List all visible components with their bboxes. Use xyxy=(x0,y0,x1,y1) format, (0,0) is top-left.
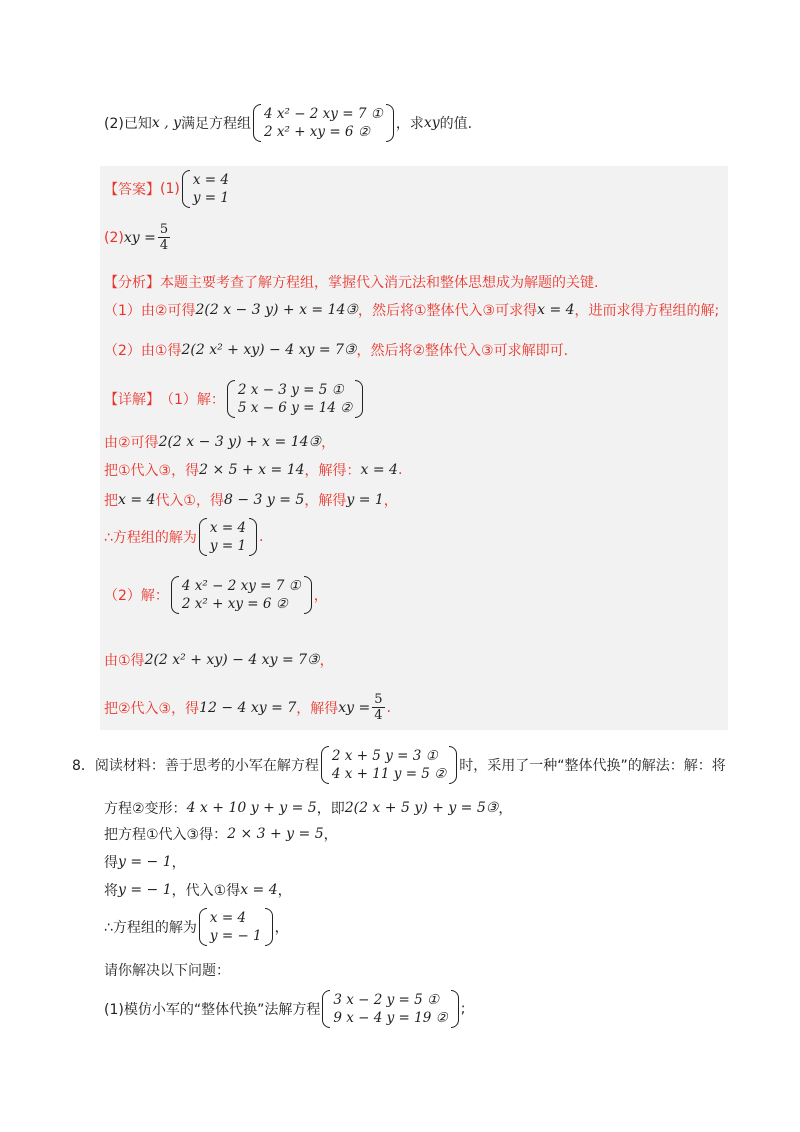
q8-m1-math: 4 x + 10 y + y = 5 xyxy=(186,800,317,816)
answer-line-2 xyxy=(104,222,172,253)
detail-line-3 xyxy=(104,490,398,510)
detail-l6-numerator: 5 xyxy=(374,692,383,707)
q8-m1-a: 方程②变形： xyxy=(104,801,187,817)
analysis-p1-math: 2(2 x − 3 y) + x = 14③ xyxy=(195,302,358,318)
answer-1-system xyxy=(182,170,240,208)
q8-m5-b: ， xyxy=(274,920,289,936)
detail-s1-system xyxy=(227,380,363,418)
q2-mid: 满足方程组 xyxy=(181,116,251,132)
detail-s1-eq2: 5 x − 6 y = 14 ② xyxy=(237,400,353,416)
q8-m1-b: ，即 xyxy=(316,801,345,817)
detail-s2-eq2: 2 x² + xy = 6 ② xyxy=(181,596,288,612)
detail-l2-math2: x = 4 xyxy=(360,462,398,478)
detail-l2-a: 把①代入③，得 xyxy=(104,463,200,479)
q8-line-1 xyxy=(104,798,512,818)
analysis-p2 xyxy=(104,340,568,360)
analysis-label: 【分析】 xyxy=(104,275,160,291)
q8-m7-b: ; xyxy=(460,1001,466,1017)
analysis-p2-b: ，然后将②整体代入③可求解即可. xyxy=(356,343,569,359)
q8-m4-math: y = − 1 xyxy=(118,882,172,898)
q8-line-4 xyxy=(104,880,292,900)
q8-line-3 xyxy=(104,852,186,872)
detail-l1-a: 由②可得 xyxy=(104,435,159,451)
q8-m5-a: ∴方程组的解为 xyxy=(104,920,197,936)
detail-l6-lhs: xy = xyxy=(338,699,371,716)
answer-1-eq2: y = 1 xyxy=(192,190,229,206)
detail-l6-b: ，解得 xyxy=(296,700,339,717)
analysis-p2-a: （2）由①得 xyxy=(104,343,182,359)
detail-l3-a: 把 xyxy=(104,493,118,509)
q8-m2-b: ， xyxy=(323,827,338,843)
q2-equation-system xyxy=(253,104,394,142)
detail-s1 xyxy=(104,380,365,418)
q8-m7-system xyxy=(322,990,458,1028)
detail-l6-a: 把②代入③，得 xyxy=(104,700,200,717)
answer-1-eq1: x = 4 xyxy=(192,172,229,188)
question-2-line xyxy=(104,104,472,142)
detail-l3-math: x = 4 xyxy=(118,492,156,508)
detail-l4-system xyxy=(199,518,257,556)
detail-s2-system xyxy=(171,576,312,614)
analysis-p1 xyxy=(104,300,719,320)
q8-intro-eq1: 2 x + 5 y = 3 ① xyxy=(331,748,438,764)
detail-line-2 xyxy=(104,460,402,480)
detail-s1-prefix: （1）解： xyxy=(160,392,225,408)
detail-l6-fraction xyxy=(372,692,384,723)
q8-intro-system xyxy=(321,746,457,784)
answer-2-lhs: xy = xyxy=(123,229,156,246)
detail-l3-math2: 8 − 3 y = 5 xyxy=(224,492,305,508)
detail-s1-eq1: 2 x − 3 y = 5 ① xyxy=(237,382,344,398)
detail-s2-b: ， xyxy=(313,588,328,604)
q8-intro-b: 时，采用了一种“整体代换”的解法：解：将 xyxy=(459,758,726,774)
detail-line-6 xyxy=(104,692,391,723)
detail-line-4 xyxy=(104,518,264,556)
q8-m4-c: ， xyxy=(277,883,292,899)
q8-m2-a: 把方程①代入③得： xyxy=(104,827,228,843)
detail-l4-b: . xyxy=(259,529,264,545)
q2-prefix: (2)已知 xyxy=(104,116,152,132)
q2-target: xy xyxy=(423,115,440,131)
detail-label: 【详解】 xyxy=(104,392,160,408)
analysis-p1-math2: x = 4 xyxy=(537,302,575,318)
q8-m3-math: y = − 1 xyxy=(118,854,172,870)
answer-line-1 xyxy=(104,170,242,208)
detail-s2-prefix: （2）解： xyxy=(104,588,169,604)
detail-l5-b: ， xyxy=(319,653,334,669)
detail-l3-b: 代入①，得 xyxy=(155,493,224,509)
detail-l4-a: ∴方程组的解为 xyxy=(104,530,197,546)
q2-suffix-pre: ，求 xyxy=(395,116,424,132)
q8-intro-a: 阅读材料：善于思考的小军在解方程 xyxy=(94,758,319,774)
q2-eq2: 2 x² + xy = 6 ② xyxy=(264,124,370,140)
q8-m6: 请你解决以下问题： xyxy=(104,963,230,979)
q8-m3-b: ， xyxy=(171,855,186,871)
q8-intro xyxy=(72,746,726,784)
detail-l6-math: 12 − 4 xy = 7 xyxy=(199,699,297,716)
q2-eq1: 4 x² − 2 xy = 7 ① xyxy=(264,106,383,122)
q8-intro-eq2: 4 x + 11 y = 5 ② xyxy=(331,766,447,782)
detail-line-1 xyxy=(104,432,335,452)
detail-line-5 xyxy=(104,650,334,670)
q8-number: 8． xyxy=(72,758,95,774)
detail-l5-a: 由①得 xyxy=(104,653,145,669)
q8-m5-eq1: x = 4 xyxy=(209,910,247,926)
detail-l2-c: . xyxy=(397,462,403,478)
q8-m4-b: ，代入①得 xyxy=(171,883,241,899)
detail-l1-b: ， xyxy=(321,435,336,451)
q8-m7-eq2: 9 x − 4 y = 19 ② xyxy=(333,1010,448,1026)
q2-suffix: 的值. xyxy=(439,116,473,132)
q8-m4-math2: x = 4 xyxy=(240,882,278,898)
detail-l5-math: 2(2 x² + xy) − 4 xy = 7③ xyxy=(144,652,320,668)
answer-2-prefix: (2) xyxy=(104,229,124,246)
q8-m7-eq1: 3 x − 2 y = 5 ① xyxy=(333,992,440,1008)
q8-m2-math: 2 × 3 + y = 5 xyxy=(227,826,324,842)
q8-line-5 xyxy=(104,908,289,946)
detail-l3-c: ，解得 xyxy=(304,493,347,509)
answer-2-numerator: 5 xyxy=(159,222,169,237)
q8-m5-system xyxy=(199,908,273,946)
analysis-p1-a: （1）由②可得 xyxy=(104,303,196,319)
detail-l6-denominator: 4 xyxy=(374,708,383,723)
detail-l4-eq2: y = 1 xyxy=(209,538,247,554)
answer-label: 【答案】 xyxy=(104,182,160,198)
detail-l2-math: 2 × 5 + x = 14 xyxy=(199,462,305,478)
detail-l4-eq1: x = 4 xyxy=(209,520,247,536)
detail-l3-math3: y = 1 xyxy=(346,492,384,508)
answer-2-fraction xyxy=(158,222,170,253)
detail-s2 xyxy=(104,576,328,614)
q8-m3-a: 得 xyxy=(104,855,118,871)
analysis-line xyxy=(104,272,598,292)
analysis-text: 本题主要考查了解方程组，掌握代入消元法和整体思想成为解题的关键. xyxy=(160,275,599,291)
q8-m5-eq2: y = − 1 xyxy=(209,928,262,944)
q2-vars: x , y xyxy=(151,115,181,131)
analysis-p2-math: 2(2 x² + xy) − 4 xy = 7③ xyxy=(181,342,357,358)
q8-m1-math2: 2(2 x + 5 y) + y = 5③ xyxy=(344,800,499,816)
q8-m1-c: ， xyxy=(498,801,513,817)
detail-l2-b: ，解得： xyxy=(304,463,361,479)
detail-l6-c: . xyxy=(386,699,391,716)
detail-s2-eq1: 4 x² − 2 xy = 7 ① xyxy=(181,578,301,594)
q8-line-2 xyxy=(104,824,338,844)
q8-line-6 xyxy=(104,960,230,980)
answer-2-denominator: 4 xyxy=(159,238,169,253)
analysis-p1-b: ，然后将①整体代入③可求得 xyxy=(357,303,538,319)
q8-m7-a: (1)模仿小军的“整体代换”法解方程 xyxy=(104,1002,321,1018)
detail-l3-d: ， xyxy=(383,493,398,509)
analysis-p1-c: ，进而求得方程组的解; xyxy=(574,303,720,319)
detail-l1-math: 2(2 x − 3 y) + x = 14③ xyxy=(158,434,322,450)
q8-m4-a: 将 xyxy=(104,883,118,899)
answer-1-prefix: (1) xyxy=(160,181,180,197)
q8-line-7 xyxy=(104,990,465,1028)
